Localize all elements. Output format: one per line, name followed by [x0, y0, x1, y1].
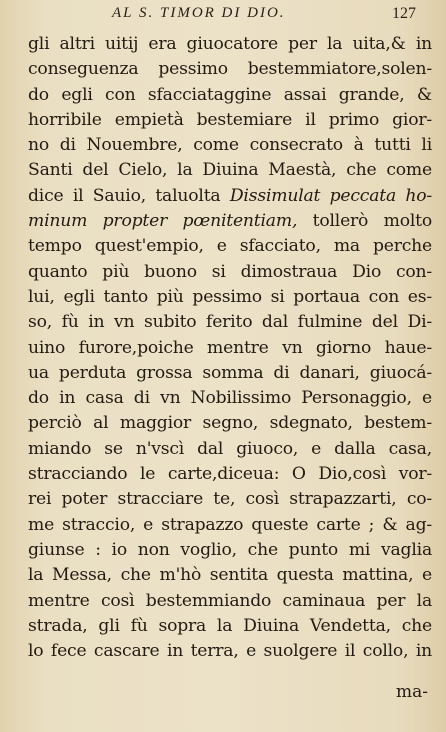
text-line: do egli con sfacciataggine assai grande, &: [28, 84, 432, 105]
text-line: giunse : io non voglio, che punto mi vaglia: [28, 539, 432, 560]
text-line: conseguenza pessimo bestemmiatore,solen-: [28, 59, 432, 80]
text-line: tempo quest'empio, e sfacciato, ma perche: [28, 236, 432, 257]
catchword: ma-: [396, 682, 428, 702]
page-number: 127: [392, 5, 416, 22]
text-line: horribile empietà bestemiare il primo gior-: [28, 109, 432, 130]
text-line: stracciando le carte,diceua: O Dio,così vor-: [28, 464, 432, 485]
text-line: strada, gli fù sopra la Diuina Vendetta, che: [28, 615, 432, 636]
text-line: rei poter stracciare te, così strapazzarti, co-: [28, 489, 432, 510]
text-line-mixed: [28, 184, 432, 209]
text-segment: tollerò molto: [312, 211, 433, 232]
latin-quote: minum propter pœnitentiam,: [28, 211, 298, 232]
page-header: [0, 5, 446, 27]
latin-quote: Dissimulat peccata ho-: [229, 185, 433, 206]
text-line: lo fece cascare in terra, e suolgere il collo, in: [28, 641, 432, 662]
text-line: me straccio, e strapazzo queste carte ; & ag-: [28, 514, 432, 535]
text-line: ua perduta grossa somma di danari, giuocá-: [28, 362, 432, 383]
text-line: lui, egli tanto più pessimo si portaua con es-: [28, 286, 432, 307]
text-line: do in casa di vn Nobilissimo Personaggio, e: [28, 388, 432, 409]
text-line: so, fù in vn subito ferito dal fulmine del Di-: [28, 312, 432, 333]
text-line: gli altri uitij era giuocatore per la uita,& in: [28, 34, 432, 54]
text-line: la Messa, che m'hò sentita questa mattina, e: [28, 565, 432, 586]
text-line: miando se n'vscì dal giuoco, e dalla casa,: [28, 438, 432, 459]
text-line: quanto più buono si dimostraua Dio con-: [28, 261, 432, 282]
running-head: AL S. TIMOR DI DIO.: [112, 5, 286, 21]
body-text: [28, 32, 432, 664]
text-line: mentre così bestemmiando caminaua per la: [28, 590, 432, 611]
text-segment: dice il Sauio, taluolta: [28, 185, 221, 206]
text-line: Santi del Cielo, la Diuina Maestà, che come: [28, 160, 432, 181]
text-line: no di Nouembre, come consecrato à tutti li: [28, 135, 432, 156]
text-line-mixed: [28, 209, 432, 234]
text-line: uino furore,poiche mentre vn giorno haue-: [28, 337, 432, 358]
text-line: perciò al maggior segno, sdegnato, bestem-: [28, 413, 432, 434]
